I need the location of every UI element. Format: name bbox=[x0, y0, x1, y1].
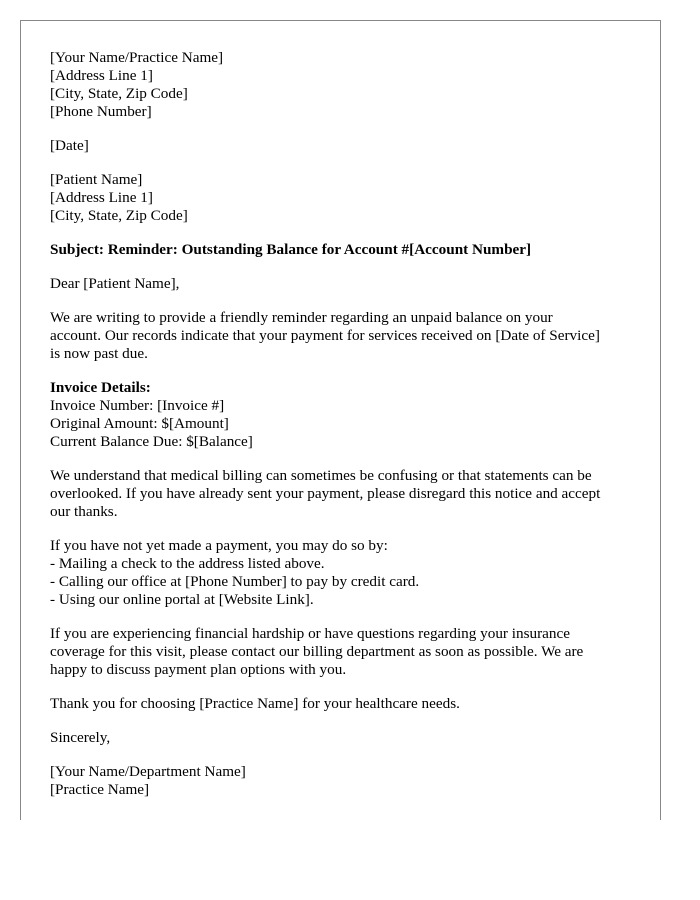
recipient-address-line: [Address Line 1] bbox=[50, 189, 153, 206]
payment-option-phone: - Calling our office at [Phone Number] to pay by credit card. bbox=[50, 573, 420, 590]
hardship-line: coverage for this visit, please contact our billing department as soon as possible. We are bbox=[50, 643, 584, 660]
closing: Sincerely, bbox=[50, 729, 111, 746]
understand-line: overlooked. If you have already sent your payment, please disregard this notice and accept bbox=[50, 485, 601, 502]
sender-address-line: [Address Line 1] bbox=[50, 67, 153, 84]
recipient-name: [Patient Name] bbox=[50, 171, 143, 188]
intro-paragraph bbox=[50, 309, 640, 363]
sender-block bbox=[50, 49, 640, 121]
understand-line: We understand that medical billing can sometimes be confusing or that statements can be bbox=[50, 467, 592, 484]
payment-intro: If you have not yet made a payment, you may do so by: bbox=[50, 537, 388, 554]
salutation-block bbox=[50, 275, 640, 293]
closing-block bbox=[50, 729, 640, 747]
understand-paragraph bbox=[50, 467, 640, 521]
salutation: Dear [Patient Name], bbox=[50, 275, 180, 292]
recipient-block bbox=[50, 171, 640, 225]
hardship-paragraph bbox=[50, 625, 640, 679]
invoice-heading: Invoice Details: bbox=[50, 379, 151, 396]
subject-block bbox=[50, 241, 640, 259]
payment-option-mail: - Mailing a check to the address listed above. bbox=[50, 555, 325, 572]
payment-options bbox=[50, 537, 640, 609]
invoice-balance-due: Current Balance Due: $[Balance] bbox=[50, 433, 253, 450]
hardship-line: If you are experiencing financial hardship or have questions regarding your insurance bbox=[50, 625, 570, 642]
date-block bbox=[50, 137, 640, 155]
letter-page bbox=[20, 20, 661, 820]
thanks-paragraph bbox=[50, 695, 640, 713]
invoice-original-amount: Original Amount: $[Amount] bbox=[50, 415, 229, 432]
signature-practice: [Practice Name] bbox=[50, 781, 150, 798]
hardship-line: happy to discuss payment plan options with you. bbox=[50, 661, 347, 678]
payment-option-portal: - Using our online portal at [Website Link]. bbox=[50, 591, 314, 608]
sender-name: [Your Name/Practice Name] bbox=[50, 49, 224, 66]
signature-block bbox=[50, 763, 640, 799]
sender-phone: [Phone Number] bbox=[50, 103, 152, 120]
understand-line: our thanks. bbox=[50, 503, 118, 520]
invoice-details bbox=[50, 379, 640, 451]
thanks-line: Thank you for choosing [Practice Name] for your healthcare needs. bbox=[50, 695, 460, 712]
signature-name: [Your Name/Department Name] bbox=[50, 763, 246, 780]
letter-body bbox=[50, 49, 640, 799]
invoice-number: Invoice Number: [Invoice #] bbox=[50, 397, 225, 414]
subject-line: Subject: Reminder: Outstanding Balance for Account #[Account Number] bbox=[50, 241, 532, 258]
sender-city-line: [City, State, Zip Code] bbox=[50, 85, 188, 102]
intro-line: is now past due. bbox=[50, 345, 148, 362]
recipient-city-line: [City, State, Zip Code] bbox=[50, 207, 188, 224]
letter-date: [Date] bbox=[50, 137, 89, 154]
intro-line: We are writing to provide a friendly reminder regarding an unpaid balance on your bbox=[50, 309, 553, 326]
intro-line: account. Our records indicate that your payment for services received on [Date of Service] bbox=[50, 327, 600, 344]
